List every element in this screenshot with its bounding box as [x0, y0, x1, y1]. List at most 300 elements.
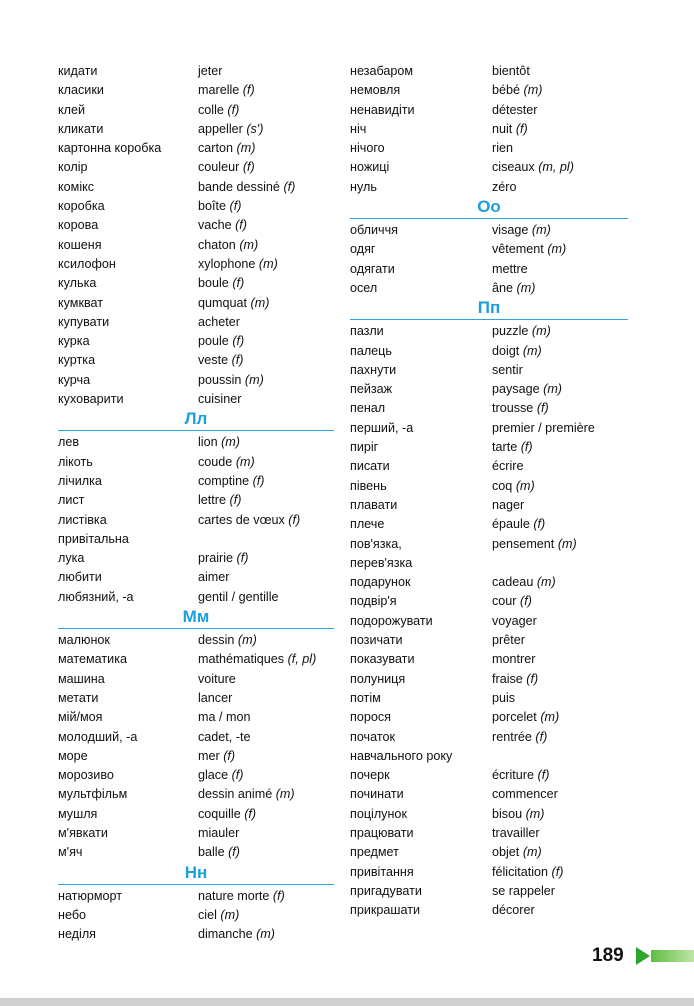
dictionary-entry [350, 515, 628, 534]
french-translation [198, 371, 264, 390]
dictionary-entry [350, 843, 628, 862]
ukrainian-word: картонна коробка [58, 141, 162, 156]
french-translation [492, 766, 549, 785]
dictionary-entry [58, 255, 334, 274]
french-word: détester [492, 102, 538, 117]
ukrainian-word: морозиво [58, 768, 114, 783]
french-word: puzzle [492, 324, 529, 339]
french-translation [492, 689, 515, 708]
gender-marker: (m) [220, 907, 240, 922]
gender-marker: (f) [520, 594, 532, 609]
ukrainian-word: кидати [58, 64, 98, 78]
french-translation [492, 515, 545, 534]
french-word: bande dessiné [198, 179, 280, 194]
french-translation [492, 322, 551, 341]
french-word: glace [198, 768, 229, 783]
gender-marker: (f) [551, 864, 564, 879]
dictionary-entry [350, 419, 628, 438]
dictionary-entry [58, 708, 334, 727]
dictionary-entry [350, 535, 628, 554]
ukrainian-word: мій/моя [58, 710, 103, 725]
dictionary-entry [350, 380, 628, 399]
page-arrow-icon [636, 947, 650, 965]
french-word: appeller [198, 121, 243, 136]
french-translation [492, 178, 517, 197]
ukrainian-word: натюрморт [58, 888, 123, 903]
dictionary-entry [58, 101, 334, 120]
ukrainian-word: починати [350, 787, 404, 802]
dictionary-entry [58, 433, 334, 452]
french-translation [492, 279, 535, 298]
gender-marker: (m) [523, 83, 543, 98]
dictionary-entry [58, 824, 334, 843]
ukrainian-word: перев'язка [350, 555, 413, 570]
french-word: pensement [492, 536, 555, 551]
section-header [58, 410, 334, 431]
dictionary-entry [350, 361, 628, 380]
french-word: lettre [198, 493, 226, 508]
dictionary-entry [350, 670, 628, 689]
dictionary-entry [350, 101, 628, 120]
ukrainian-word: молодший, -а [58, 729, 138, 744]
ukrainian-word: пахнути [350, 362, 397, 377]
french-translation [198, 887, 285, 906]
ukrainian-word: початок [350, 729, 395, 744]
french-word: dessin [198, 633, 235, 648]
dictionary-entry [350, 728, 628, 747]
ukrainian-word: мультфільм [58, 787, 128, 802]
dictionary-entry [58, 81, 334, 100]
french-translation [198, 747, 235, 766]
french-translation [198, 785, 295, 804]
french-word: coude [198, 454, 233, 469]
ukrainian-word: листівка [58, 512, 107, 527]
dictionary-entry [350, 863, 628, 882]
ukrainian-word: небо [58, 907, 87, 922]
gender-marker: (f) [244, 806, 257, 821]
dictionary-entry [350, 496, 628, 515]
french-translation [492, 399, 549, 418]
gender-marker: (f) [229, 493, 242, 508]
french-word: zéro [492, 179, 517, 194]
ukrainian-word: плавати [350, 497, 398, 512]
french-word: vêtement [492, 242, 544, 257]
french-word: cuisiner [198, 392, 242, 407]
section-letter: Оо [477, 197, 501, 217]
french-word: xylophone [198, 256, 256, 271]
dictionary-entry [58, 747, 334, 766]
french-translation [492, 101, 538, 120]
french-word: porcelet [492, 710, 537, 725]
gender-marker: (m, pl) [538, 160, 574, 175]
dictionary-entry [58, 631, 334, 650]
dictionary-entry [58, 453, 334, 472]
ukrainian-word: неділя [58, 927, 96, 942]
french-translation [198, 766, 244, 785]
gender-marker: (m) [236, 141, 256, 156]
ukrainian-word: позичати [350, 633, 403, 648]
french-word: âne [492, 280, 514, 295]
gender-marker: (m) [531, 223, 551, 238]
dictionary-entry [350, 399, 628, 418]
ukrainian-word: подорожувати [350, 613, 433, 628]
ukrainian-word: навчального року [350, 748, 453, 763]
french-word: objet [492, 845, 520, 860]
french-word: coquille [198, 806, 241, 821]
dictionary-entry [350, 477, 628, 496]
green-band [651, 950, 694, 962]
french-translation [492, 158, 574, 177]
french-translation [198, 805, 256, 824]
ukrainian-word: корова [58, 218, 99, 233]
ukrainian-word: ножиці [350, 160, 390, 175]
dictionary-entry [350, 260, 628, 279]
gender-marker: (f) [232, 276, 245, 291]
french-translation [198, 588, 279, 607]
french-translation [198, 81, 255, 100]
dictionary-entry [350, 631, 628, 650]
french-word: écriture [492, 768, 534, 783]
ukrainian-word: клей [58, 102, 86, 117]
french-translation [492, 612, 537, 631]
dictionary-entry [58, 906, 334, 925]
left-column [58, 62, 334, 944]
dictionary-entry [58, 843, 334, 862]
french-translation [198, 708, 251, 727]
ukrainian-word: коробка [58, 199, 105, 214]
french-translation [198, 925, 275, 944]
gender-marker: (f) [537, 768, 550, 783]
french-word: aimer [198, 570, 230, 585]
gender-marker: (f) [535, 729, 548, 744]
dictionary-entry [58, 925, 334, 944]
french-translation [198, 511, 300, 530]
french-translation [198, 294, 269, 313]
french-word: puis [492, 690, 516, 705]
french-translation [492, 81, 542, 100]
french-word: dessin animé [198, 787, 273, 802]
dictionary-entry [350, 62, 628, 81]
gender-marker: (f) [228, 845, 240, 860]
section-letter: Мм [182, 607, 210, 627]
ukrainian-word: пиріг [350, 440, 379, 455]
ukrainian-word: показувати [350, 652, 415, 667]
french-translation [492, 496, 524, 515]
french-translation [198, 120, 263, 139]
gender-marker: (f) [283, 179, 296, 194]
dictionary-entry [58, 294, 334, 313]
dictionary-entry [58, 568, 334, 587]
french-word: nature morte [198, 888, 270, 903]
ukrainian-word: пов'язка, [350, 536, 402, 551]
french-word: cartes de vœux [198, 512, 285, 527]
dictionary-entry [350, 120, 628, 139]
gender-marker: (m) [536, 575, 556, 590]
french-word: écrire [492, 459, 524, 474]
ukrainian-word: почерк [350, 768, 390, 783]
dictionary-entry [58, 120, 334, 139]
french-word: carton [198, 141, 234, 156]
french-translation [492, 882, 555, 901]
french-word: couleur [198, 160, 240, 175]
ukrainian-word: купувати [58, 314, 110, 329]
dictionary-entry [58, 139, 334, 158]
section-letter: Пп [477, 298, 501, 318]
dictionary-entry [58, 588, 334, 607]
french-word: boule [198, 276, 229, 291]
french-word: montrer [492, 652, 536, 667]
ukrainian-word: любязний, -а [58, 589, 134, 604]
gender-marker: (f) [235, 218, 247, 233]
gender-marker: (m) [239, 237, 259, 252]
dictionary-entry [350, 457, 628, 476]
ukrainian-word: нічого [350, 141, 385, 156]
french-word: voyager [492, 613, 537, 628]
ukrainian-word: привітання [350, 864, 414, 879]
french-translation [492, 361, 523, 380]
french-translation [198, 158, 255, 177]
french-translation [492, 380, 562, 399]
section-header [350, 198, 628, 219]
gender-marker: (m) [275, 787, 295, 802]
gender-marker: (f) [231, 768, 244, 783]
french-word: cour [492, 594, 517, 609]
dictionary-entry [350, 708, 628, 727]
french-word: boîte [198, 199, 227, 214]
french-word: décorer [492, 903, 535, 918]
ukrainian-word: курча [58, 372, 91, 387]
gender-marker: (m) [540, 710, 560, 725]
page-number: 189 [592, 945, 624, 966]
dictionary-entry [58, 511, 334, 530]
ukrainian-word: працювати [350, 825, 414, 840]
ukrainian-word: потім [350, 690, 381, 705]
french-word: premier / première [492, 420, 595, 435]
french-word: lion [198, 435, 218, 450]
french-word: cadet, -te [198, 729, 251, 744]
gender-marker: (m) [522, 845, 542, 860]
french-word: trousse [492, 401, 534, 416]
french-translation [198, 824, 239, 843]
dictionary-entry [350, 178, 628, 197]
french-translation [198, 433, 240, 452]
ukrainian-word: малюнок [58, 633, 110, 648]
french-word: ciel [198, 907, 217, 922]
dictionary-entry [350, 279, 628, 298]
french-word: tarte [492, 440, 518, 455]
french-translation [492, 120, 528, 139]
dictionary-entry [58, 274, 334, 293]
french-word: nager [492, 497, 525, 512]
french-translation [492, 728, 547, 747]
french-word: prêter [492, 633, 525, 648]
dictionary-entry [58, 549, 334, 568]
gender-marker: (f) [520, 440, 533, 455]
french-translation [492, 901, 535, 920]
french-translation [198, 843, 240, 862]
dictionary-entry [350, 221, 628, 240]
french-translation [198, 62, 223, 81]
ukrainian-word: привітальна [58, 531, 129, 546]
dictionary-entry [58, 650, 334, 669]
ukrainian-word: плече [350, 517, 385, 532]
french-word: travailler [492, 825, 540, 840]
dictionary-entry [350, 612, 628, 631]
gender-marker: (f) [231, 353, 244, 368]
ukrainian-word: колір [58, 160, 88, 175]
french-translation [492, 419, 595, 438]
dictionary-entry [350, 573, 628, 592]
ukrainian-word: м'яч [58, 845, 83, 860]
french-translation [198, 197, 241, 216]
right-column [350, 62, 628, 920]
ukrainian-word: полуниця [350, 671, 406, 686]
french-translation [198, 216, 247, 235]
dictionary-entry [350, 901, 628, 920]
ukrainian-word: нуль [350, 179, 377, 194]
dictionary-entry [58, 887, 334, 906]
dictionary-entry [350, 747, 628, 766]
ukrainian-word: ніч [350, 121, 367, 136]
gender-marker: (f) [229, 199, 242, 214]
french-translation [492, 863, 563, 882]
french-word: se rappeler [492, 883, 556, 898]
french-translation [492, 535, 577, 554]
french-translation [198, 631, 257, 650]
gender-marker: (m) [237, 633, 257, 648]
ukrainian-word: півень [350, 478, 387, 493]
french-word: bébé [492, 83, 521, 98]
french-translation [492, 438, 533, 457]
ukrainian-word: немовля [350, 83, 401, 98]
ukrainian-word: куртка [58, 353, 96, 368]
footer-bar [0, 998, 694, 1006]
gender-marker: (f) [272, 888, 285, 903]
dictionary-entry [350, 342, 628, 361]
french-translation [492, 824, 540, 843]
dictionary-entry [350, 240, 628, 259]
french-translation [198, 332, 244, 351]
gender-marker: (m) [244, 372, 264, 387]
french-word: colle [198, 102, 224, 117]
ukrainian-word: прикрашати [350, 903, 421, 918]
french-word: mer [198, 748, 220, 763]
ukrainian-word: предмет [350, 845, 399, 860]
ukrainian-word: море [58, 748, 88, 763]
french-translation [492, 670, 538, 689]
french-word: chaton [198, 237, 236, 252]
ukrainian-word: одягати [350, 261, 395, 276]
french-translation [492, 805, 545, 824]
ukrainian-word: лев [58, 435, 80, 450]
dictionary-entry [58, 332, 334, 351]
ukrainian-word: машина [58, 671, 105, 686]
french-translation [198, 390, 241, 409]
dictionary-entry [58, 491, 334, 510]
french-word: veste [198, 353, 229, 368]
ukrainian-word: поцілунок [350, 806, 407, 821]
section-header [350, 299, 628, 320]
french-translation [198, 236, 258, 255]
french-word: poussin [198, 372, 242, 387]
french-translation [198, 670, 236, 689]
dictionary-entry [58, 158, 334, 177]
french-word: poule [198, 334, 229, 349]
french-translation [492, 139, 513, 158]
french-word: visage [492, 223, 529, 238]
gender-marker: (m) [515, 478, 535, 493]
dictionary-entry [350, 158, 628, 177]
french-word: coq [492, 478, 513, 493]
french-translation [198, 453, 255, 472]
ukrainian-word: обличчя [350, 223, 398, 238]
french-translation [198, 491, 241, 510]
ukrainian-word: пригадувати [350, 883, 422, 898]
dictionary-entry [58, 62, 334, 81]
french-translation [492, 785, 558, 804]
dictionary-entry [58, 728, 334, 747]
french-word: vache [198, 218, 232, 233]
dictionary-entry [58, 689, 334, 708]
gender-marker: (f) [252, 473, 265, 488]
gender-marker: (f) [236, 551, 249, 566]
gender-marker: (m) [522, 343, 542, 358]
ukrainian-word: кулька [58, 276, 97, 291]
dictionary-entry [58, 236, 334, 255]
french-word: fraise [492, 671, 523, 686]
french-word: balle [198, 845, 225, 860]
french-word: lancer [198, 690, 233, 705]
french-translation [198, 274, 244, 293]
french-translation [492, 62, 530, 81]
dictionary-entry [58, 351, 334, 370]
ukrainian-word: кликати [58, 121, 104, 136]
french-translation [198, 351, 244, 370]
french-word: comptine [198, 473, 250, 488]
ukrainian-word: пейзаж [350, 382, 393, 397]
french-translation [492, 650, 535, 669]
french-translation [198, 549, 248, 568]
french-translation [492, 342, 542, 361]
dictionary-entry [350, 438, 628, 457]
gender-marker: (m) [258, 256, 278, 271]
french-word: cadeau [492, 575, 534, 590]
french-translation [492, 260, 528, 279]
ukrainian-word: ненавидіти [350, 102, 415, 117]
ukrainian-word: м'явкати [58, 825, 108, 840]
french-translation [492, 240, 566, 259]
ukrainian-word: кумкват [58, 295, 104, 310]
french-word: dimanche [198, 927, 253, 942]
french-word: félicitation [492, 864, 549, 879]
gender-marker: (s') [246, 121, 264, 136]
french-translation [492, 708, 559, 727]
gender-marker: (m) [525, 806, 545, 821]
gender-marker: (m) [256, 927, 275, 942]
french-translation [198, 906, 239, 925]
dictionary-entry [58, 670, 334, 689]
french-word: mathématiques [198, 652, 285, 667]
dictionary-entry [350, 650, 628, 669]
french-translation [198, 101, 239, 120]
dictionary-entry [58, 313, 334, 332]
gender-marker: (m) [547, 242, 567, 257]
ukrainian-word: перший, -а [350, 420, 414, 435]
french-word: jeter [198, 64, 223, 78]
ukrainian-word: писати [350, 459, 390, 474]
gender-marker: (m) [516, 280, 536, 295]
ukrainian-word: осел [350, 280, 378, 295]
